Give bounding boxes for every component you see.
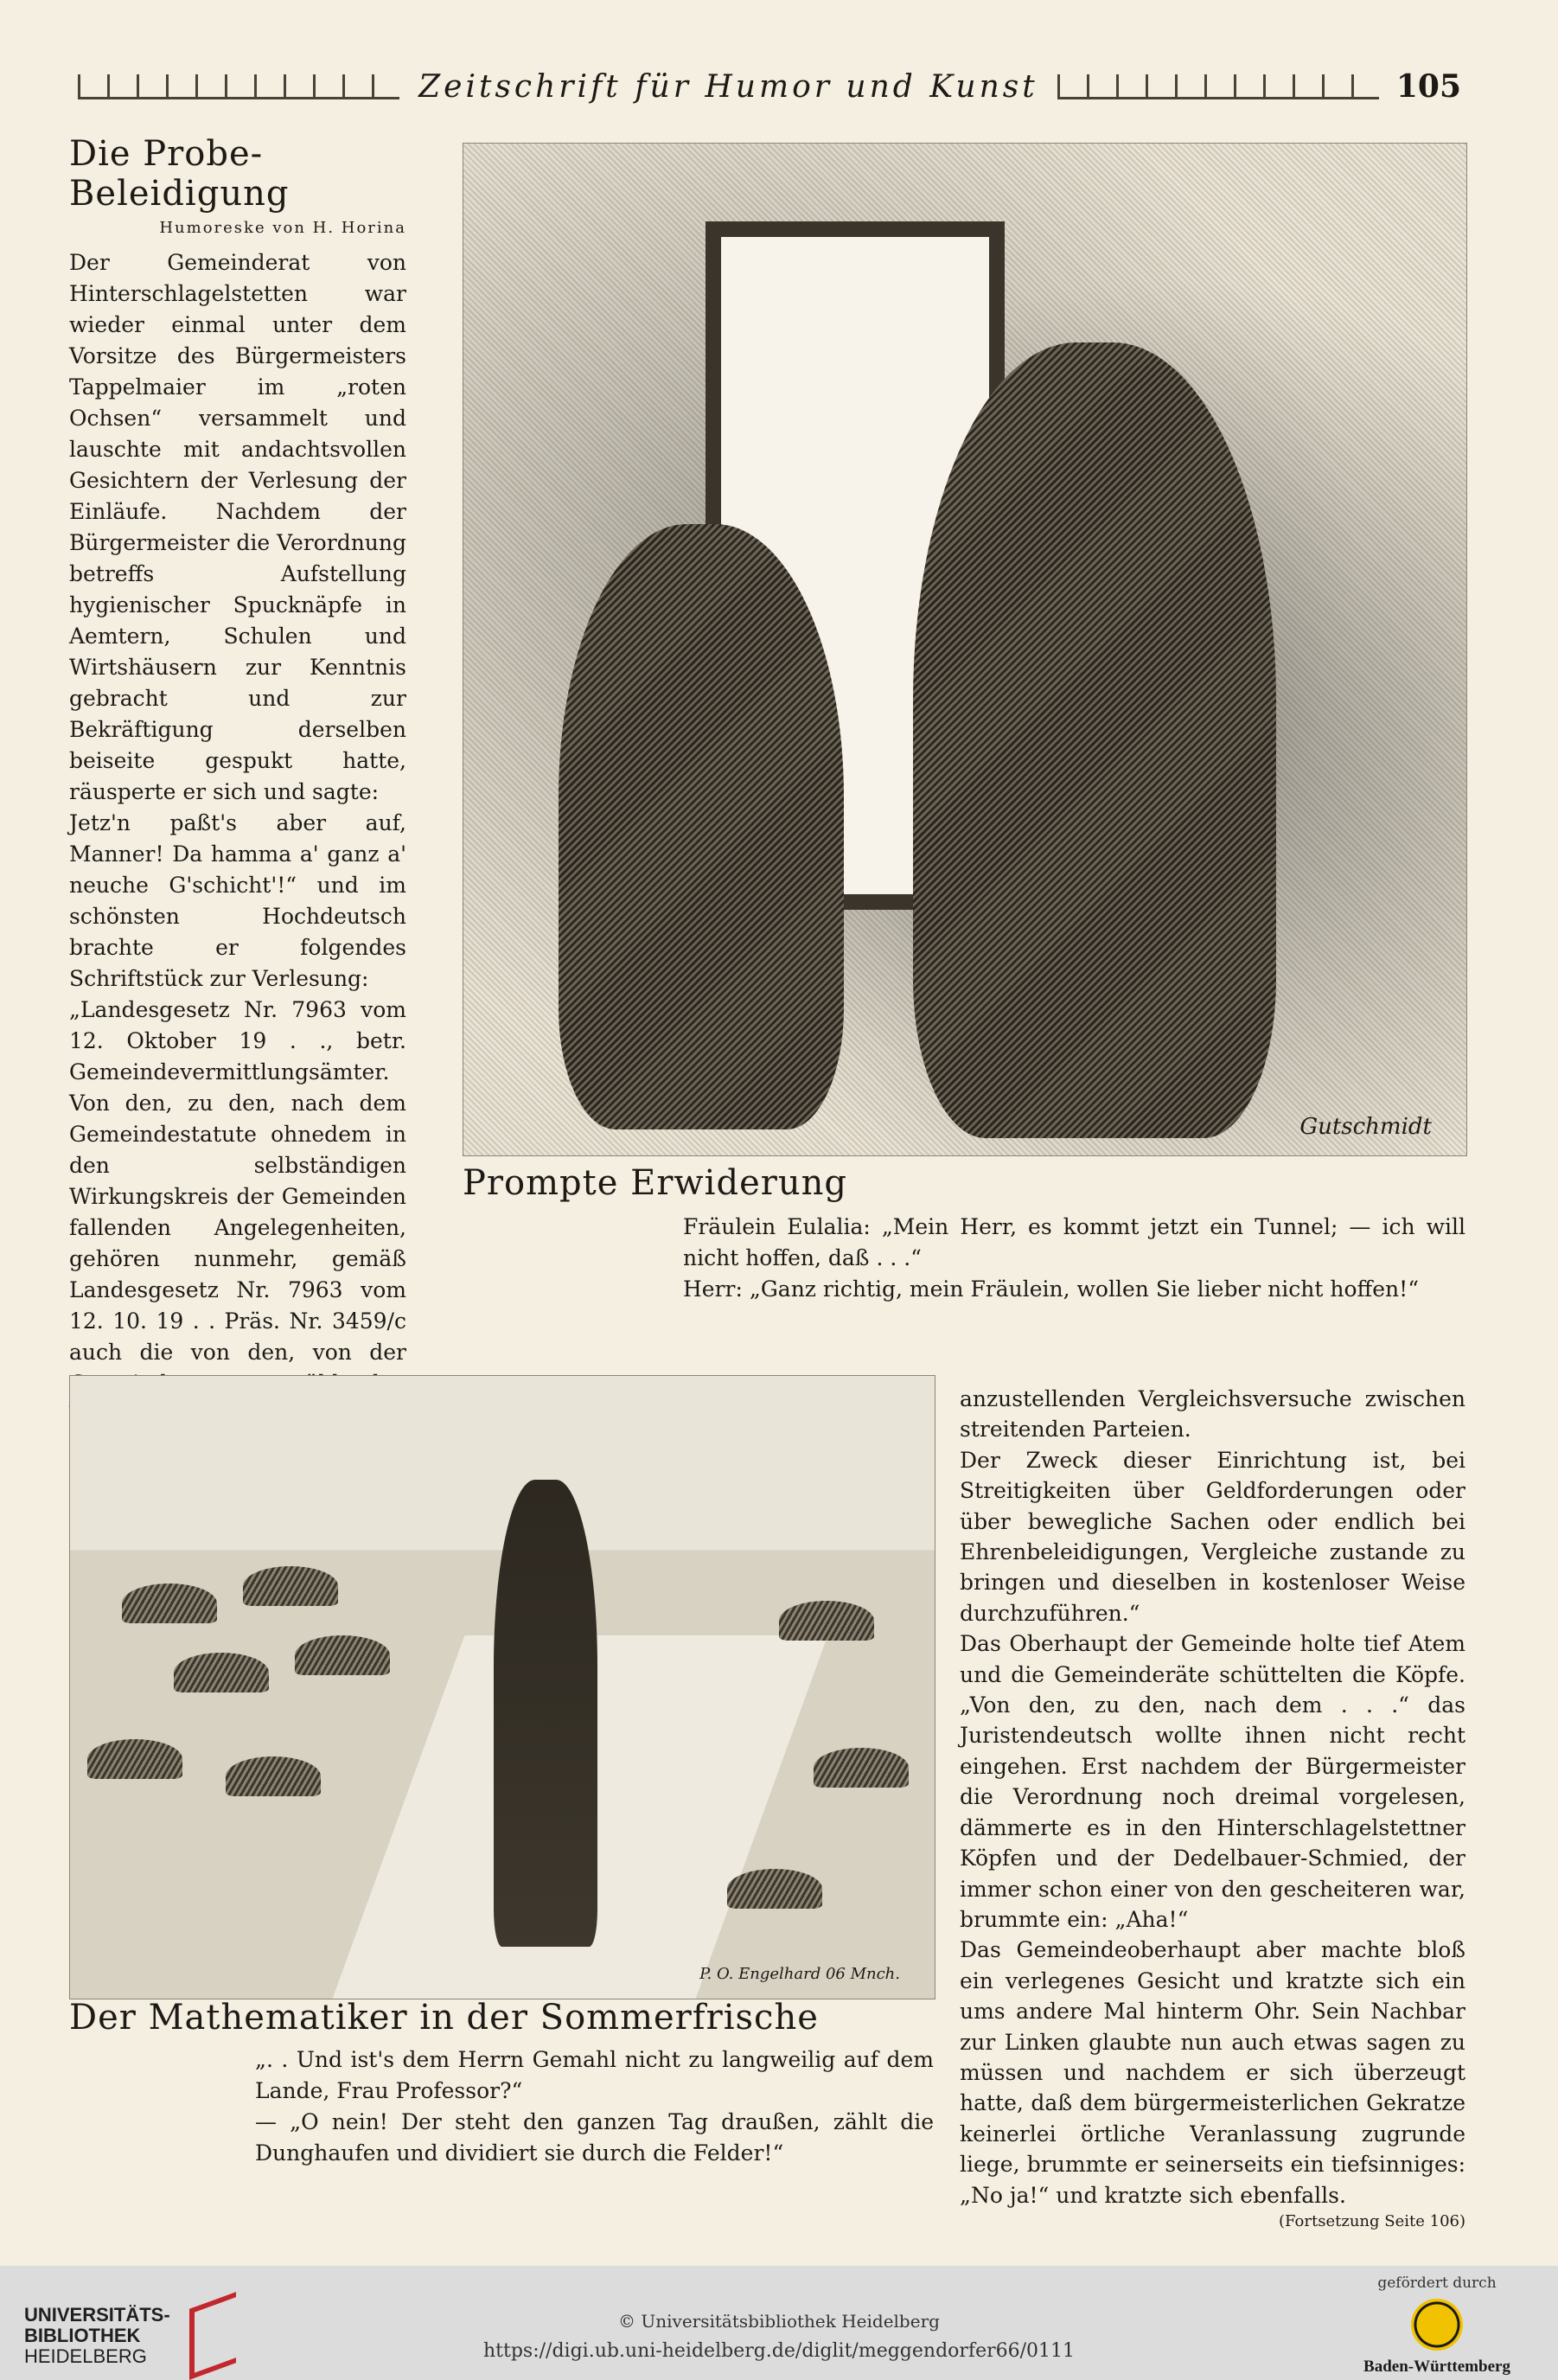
gentleman-figure — [559, 524, 844, 1129]
state-coat-of-arms-icon — [1411, 2299, 1463, 2351]
dung-heap — [727, 1869, 822, 1909]
cartoon-bottom-line-2: — „O nein! Der steht den ganzen Tag draußen, zählt die Dunghaufen und dividiert sie durch die Felder!“ — [255, 2109, 934, 2166]
dung-heap — [226, 1756, 321, 1796]
dung-heap — [814, 1748, 909, 1788]
mathematician-figure — [494, 1480, 597, 1947]
story-paragraph-6: Der Zweck dieser Einrichtung ist, bei Streitigkeiten über Geldforderungen oder über bewegliche Sachen oder endlich bei Ehrenbeleidigungen, Vergleiche zustande zu bringen und dieselben in kostenloser Weise durchzuführen.“ — [960, 1447, 1465, 1626]
dung-heap — [174, 1653, 269, 1692]
cartoon-top-caption — [463, 1163, 1465, 1305]
dung-heap — [122, 1583, 217, 1623]
story-column-bottom — [960, 1384, 1465, 2230]
cartoon-top-line-2: Herr: „Ganz richtig, mein Fräulein, wollen Sie lieber nicht hoffen!“ — [683, 1276, 1419, 1302]
library-mark-icon — [189, 2292, 236, 2380]
story-paragraph-7: Das Oberhaupt der Gemeinde holte tief Atem und die Gemeinderäte schüttelten die Köpfe. „Von den, zu den, nach dem . . .“ das Juristendeutsch wollte ihnen nicht recht eingehen. Erst nachdem der Bürgermeister die Verordnung noch dreimal vorgelesen, dämmerte es in den Hinterschlagelstettner Köpfen und der Dedelbauer-Schmied, der immer schon einer von den gescheiteren war, brummte ein: „Aha!“ — [960, 1631, 1465, 1932]
library-name-line-2: BIBLIOTHEK — [24, 2325, 141, 2346]
dung-heap — [295, 1635, 390, 1675]
story-paragraph-8: Das Gemeindeoberhaupt aber machte bloß ein verlegenes Gesicht und kratzte sich ein ums andere Mal hinterm Ohr. Sein Nachbar zur Linken glaubte nun auch etwas sagen zu müssen und nachdem er sich überzeugt hatte, daß dem bürgermeisterlichen Gekratze keinerlei örtliche Veranlassung zugrunde liege, brummte er seinerseits ein tiefsinniges: „No ja!“ und kratzte sich ebenfalls. — [960, 1937, 1465, 2208]
continuation-note: (Fortsetzung Seite 106) — [1279, 2211, 1465, 2230]
running-header — [69, 61, 1461, 112]
sponsor-name: Baden-Württemberg — [1363, 2358, 1510, 2376]
journal-title: Zeitschrift für Humor und Kunst — [418, 68, 1038, 105]
cartoon-bottom-line-1: „. . Und ist's dem Herrn Gemahl nicht zu langweilig auf dem Lande, Frau Professor?“ — [255, 2047, 934, 2103]
header-ornament-right — [1057, 74, 1379, 99]
library-name-line-1: UNIVERSITÄTS- — [24, 2304, 170, 2326]
cartoon-top-line-1: Fräulein Eulalia: „Mein Herr, es kommt jetzt ein Tunnel; — ich will nicht hoffen, daß . . .“ — [683, 1214, 1465, 1270]
story-paragraph-1: Der Gemeinderat von Hinterschlagelstetten war wieder einmal unter dem Vorsitze des Bürgermeisters Tappelmaier im „roten Ochsen“ versammelt und lauschte mit andachtsvollen Gesichtern der Verlesung der Einläufe. Nachdem der Bürgermeister die Verordnung betreffs Aufstellung hygienischer Spucknäpfe in Aemtern, Schulen und Wirtshäusern zur Kenntnis gebracht und zur Bekräftigung derselben beiseite gespukt hatte, räusperte er sich und sagte: — [69, 250, 406, 804]
story-byline: Humoreske von H. Horina — [159, 219, 406, 237]
sponsor-block — [1350, 2274, 1523, 2377]
story-paragraph-3: „Landesgesetz Nr. 7963 vom 12. Oktober 19 . ., betr. Gemeindevermittlungsämter. — [69, 997, 406, 1084]
cartoon-train-compartment — [463, 143, 1467, 1156]
dung-heap — [87, 1739, 182, 1779]
cartoon-top-title: Prompte Erwiderung — [463, 1163, 847, 1203]
story-paragraph-2: Jetz'n paßt's aber auf, Manner! Da hamma a' ganz a' neuche G'schicht'!“ und im schönsten Hochdeutsch brachte er folgendes Schriftstück zur Verlesung: — [69, 810, 406, 991]
cartoon-bottom-title: Der Mathematiker in der Sommerfrische — [69, 1998, 819, 2038]
lady-figure — [913, 342, 1276, 1138]
story-column-top — [69, 134, 406, 1430]
dung-heap — [779, 1601, 874, 1641]
source-url-link[interactable]: https://digi.ub.uni-heidelberg.de/diglit/meggendorfer66/0111 — [483, 2340, 1075, 2362]
story-paragraph-5: anzustellenden Vergleichsversuche zwischen streitenden Parteien. — [960, 1386, 1465, 1443]
sponsor-label: gefördert durch — [1377, 2274, 1497, 2292]
story-title: Die Probe-Beleidigung — [69, 134, 290, 214]
page-number: 105 — [1395, 68, 1461, 105]
dung-heap — [243, 1566, 338, 1606]
library-name-line-3: HEIDELBERG — [24, 2345, 147, 2367]
cartoon-top-signature: Gutschmidt — [1299, 1114, 1432, 1140]
story-paragraph-4: Von den, zu den, nach dem Gemeindestatute ohnedem in den selbständigen Wirkungskreis der Gemeinden fallenden Angelegenheiten, gehören nunmehr, gemäß Landesgesetz Nr. 7963 vom 12. 10. 19 . . Präs. Nr. 3459/c auch die von den, von der — [69, 1091, 406, 1365]
cartoon-mathematician-field — [69, 1375, 935, 1999]
header-ornament-left — [78, 74, 399, 99]
copyright-notice: © Universitätsbibliothek Heidelberg — [618, 2311, 940, 2332]
cartoon-bottom-signature: P. O. Engelhard 06 Mnch. — [699, 1965, 900, 1983]
cartoon-bottom-caption — [69, 1998, 934, 2169]
